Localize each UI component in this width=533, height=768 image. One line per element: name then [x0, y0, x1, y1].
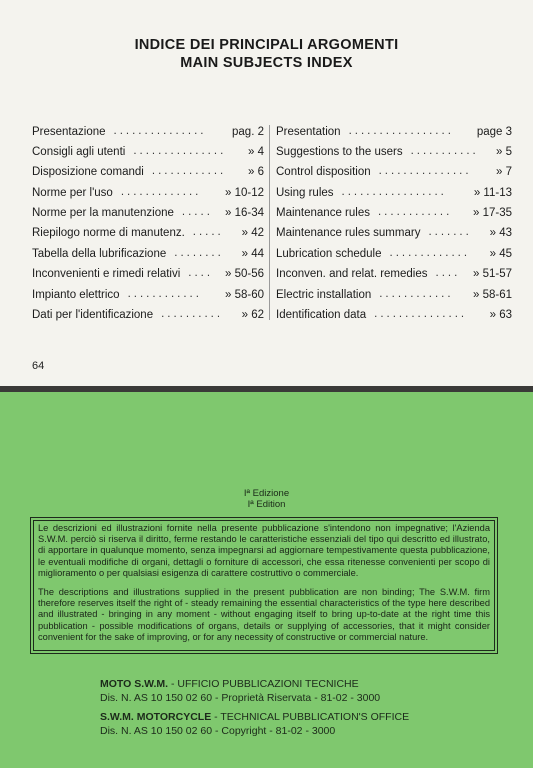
index-english-label: Presentation [276, 126, 341, 138]
index-italian-label: Presentazione [32, 126, 106, 138]
index-english-label: Control disposition [276, 166, 371, 178]
index-english-label: Identification data [276, 309, 367, 321]
index-english-leader-dots: ....... [428, 226, 472, 238]
index-italian-label: Riepilogo norme di manutenz. [32, 227, 185, 239]
index-english-page: page 3 [476, 126, 512, 138]
index-english-page: » 63 [489, 309, 512, 321]
index-english-row [276, 227, 512, 241]
edition-italian: Iª Edizione [243, 488, 290, 499]
index-english-label: Maintenance rules [276, 207, 370, 219]
index-english-label: Electric installation [276, 289, 372, 301]
index-italian-row [32, 146, 264, 160]
index-italian-row [32, 289, 264, 303]
index-italian-leader-dots: .......... [161, 308, 224, 320]
index-italian-row [32, 126, 264, 140]
index-english-row [276, 309, 512, 323]
index-italian-row [32, 268, 264, 282]
index-italian-leader-dots: ..... [181, 206, 213, 218]
index-italian-leader-dots: ............ [127, 288, 202, 300]
index-english-leader-dots: ................. [341, 186, 447, 198]
notice-english: The descriptions and illustrations supplied in the present pubblication are non binding; The S.W.M. firm therefore reserves itself the right of - steady remaining the essential characteristics of the type here described and illustrated - bringing in any moment - without engaging itself to bring up-to-date at the right time this pubblication - possible modifications of organs, details or supplying of accessories, that it might consider convenient for the sake of improving, or for any necessity of constructive or commercial nature. [38, 587, 490, 642]
column-divider [269, 125, 270, 320]
publisher-italian [100, 678, 359, 690]
index-english-leader-dots: ............... [378, 165, 472, 177]
publisher-italian-office: - UFFICIO PUBBLICAZIONI TECNICHE [168, 678, 359, 690]
index-english-page: » 51-57 [472, 268, 512, 280]
index-italian-row [32, 166, 264, 180]
index-italian-leader-dots: ............... [133, 145, 227, 157]
index-italian-page: » 4 [248, 146, 264, 158]
index-italian-label: Tabella della lubrificazione [32, 248, 167, 260]
index-english-row [276, 166, 512, 180]
index-italian-page: » 6 [248, 166, 264, 178]
index-english-row [276, 187, 512, 201]
index-italian-leader-dots: ..... [192, 226, 224, 238]
drawing-number-italian: Dis. N. AS 10 150 02 60 - Proprietà Riservata - 81-02 - 3000 [100, 692, 381, 704]
index-english-leader-dots: ............ [377, 206, 453, 218]
index-italian-label: Inconvenienti e rimedi relativi [32, 268, 181, 280]
index-italian-label: Norme per l'uso [32, 187, 113, 199]
index-italian-page: » 62 [241, 309, 264, 321]
index-italian-label: Impianto elettrico [32, 289, 120, 301]
index-english-page: » 7 [496, 166, 512, 178]
drawing-number-english: Dis. N. AS 10 150 02 60 - Copyright - 81-02 - 3000 [100, 725, 336, 737]
page-number: 64 [32, 360, 45, 372]
notice-italian: Le descrizioni ed illustrazioni fornite nella presente pubblicazione s'intendono non impegnative; l'Azienda S.W.M. perciò si riserva il diritto, ferme restando le caratteristiche essenziali del tipo qui descritto ed illustrato, di apportare in qualunque momento, senza impegnarsi ad aggiornare tempestivamente questa pubblicazione, le eventuali modifiche di organi, dettagli o forniture di accessori, che essa ritenesse convenienti per scopo di miglioramento o per qualsiasi esigenza di carattere costruttivo o commerciale. [38, 523, 490, 578]
index-italian-page: » 42 [241, 227, 264, 239]
index-english-leader-dots: ............. [389, 247, 471, 259]
index-italian-label: Dati per l'identificazione [32, 309, 154, 321]
index-english-label: Using rules [276, 187, 334, 199]
index-english-label: Lubrication schedule [276, 248, 382, 260]
index-english-page: » 5 [496, 146, 512, 158]
index-english-leader-dots: ............ [379, 288, 454, 300]
index-english-label: Suggestions to the users [276, 146, 403, 158]
index-english-leader-dots: ........... [410, 145, 479, 157]
index-english-row [276, 207, 512, 221]
index-english-row [276, 268, 512, 282]
index-english-row [276, 146, 512, 160]
publisher-english-name: S.W.M. MOTORCYCLE [100, 711, 212, 723]
notice-box [33, 520, 495, 651]
index-english-row [276, 248, 512, 262]
index-italian-row [32, 207, 264, 221]
index-english-label: Inconven. and relat. remedies [276, 268, 428, 280]
index-italian-leader-dots: ............. [120, 186, 202, 198]
index-italian-page: » 10-12 [224, 187, 264, 199]
index-english-page: » 11-13 [473, 187, 512, 199]
index-italian-leader-dots: .... [188, 267, 214, 279]
index-italian-page: » 58-60 [224, 289, 264, 301]
index-title-english: MAIN SUBJECTS INDEX [180, 55, 353, 71]
index-title-italian: INDICE DEI PRINCIPALI ARGOMENTI [134, 37, 399, 53]
index-english-row [276, 126, 512, 140]
index-english-page: » 45 [489, 248, 512, 260]
publisher-italian-name: MOTO S.W.M. [100, 678, 169, 690]
index-italian-page: » 16-34 [224, 207, 264, 219]
index-italian-label: Consigli agli utenti [32, 146, 126, 158]
index-english-page: » 17-35 [472, 207, 512, 219]
edition-english: Iª Edition [247, 499, 286, 510]
index-italian-page: pag. 2 [232, 126, 264, 138]
publisher-english [100, 711, 409, 723]
index-italian-row [32, 187, 264, 201]
index-english-page: » 58-61 [472, 289, 512, 301]
index-italian-label: Disposizione comandi [32, 166, 144, 178]
index-italian-page: » 50-56 [224, 268, 264, 280]
publisher-english-office: - TECHNICAL PUBBLICATION'S OFFICE [211, 711, 410, 723]
index-italian-page: » 44 [241, 248, 264, 260]
index-italian-row [32, 248, 264, 262]
index-italian-row [32, 309, 264, 323]
index-italian-row [32, 227, 264, 241]
index-english-leader-dots: ............... [374, 308, 468, 320]
index-italian-leader-dots: ............... [113, 125, 207, 137]
index-english-label: Maintenance rules summary [276, 227, 421, 239]
index-italian-label: Norme per la manutenzione [32, 207, 174, 219]
index-italian-leader-dots: ............ [151, 165, 227, 177]
index-italian-leader-dots: ........ [174, 247, 224, 259]
index-english-page: » 43 [489, 227, 512, 239]
index-english-leader-dots: .... [435, 267, 461, 279]
index-english-leader-dots: ................. [348, 125, 454, 137]
index-english-row [276, 289, 512, 303]
